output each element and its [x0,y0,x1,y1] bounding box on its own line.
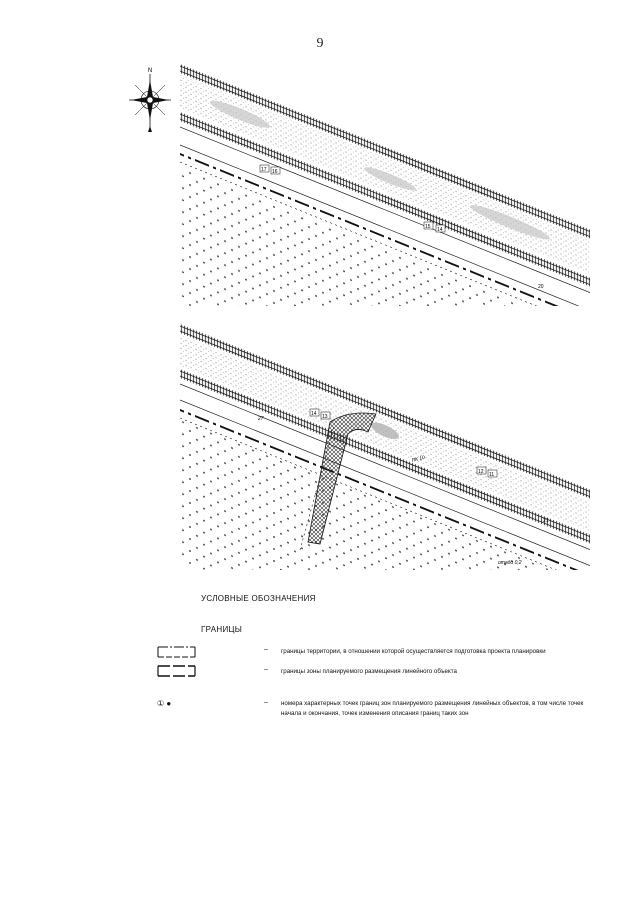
point-label: 17 [261,167,267,173]
point-label: 14 [437,227,443,233]
point-label: 12 [478,469,484,475]
zone-boundary-symbol [157,664,201,678]
point-label: 11 [489,472,495,478]
point-label: 16 [272,169,278,175]
point-label: 13 [322,414,328,420]
point-label: 27 [258,416,264,422]
legend-item-text: границы зоны планируемого размещения линейного объекта [281,668,457,675]
map-bottom-label: отадо 0,2 [498,560,522,566]
compass-rose-icon [127,64,173,136]
legend-item-text: номера характерных точек границ зон планируемого размещения линейных объектов, в том числе точек начала и окончания, точек изменения описания границ таких зон [281,700,584,717]
picket-label: ПК 10 [411,454,426,464]
legend-dash: – [264,699,268,706]
page-number: 9 [316,36,324,51]
legend-subtitle: ГРАНИЦЫ [201,625,243,634]
point-label: 14 [311,411,317,417]
map-fragment-top [180,64,590,306]
map-fragment-bottom [180,322,590,570]
territory-boundary-symbol [157,645,201,659]
point-label: 15 [425,224,431,230]
point-label: 21 [543,518,549,524]
point-label: 20 [538,284,544,290]
compass-north-label: N [147,68,153,74]
legend-dash: – [264,666,268,673]
legend-title: УСЛОВНЫЕ ОБОЗНАЧЕНИЯ [201,594,316,603]
point-number-symbol: ① ● [157,699,172,708]
legend-dash: – [264,646,268,653]
legend-item-text: границы территории, в отношении которой осуществляется подготовка проекта планировки [281,648,546,655]
